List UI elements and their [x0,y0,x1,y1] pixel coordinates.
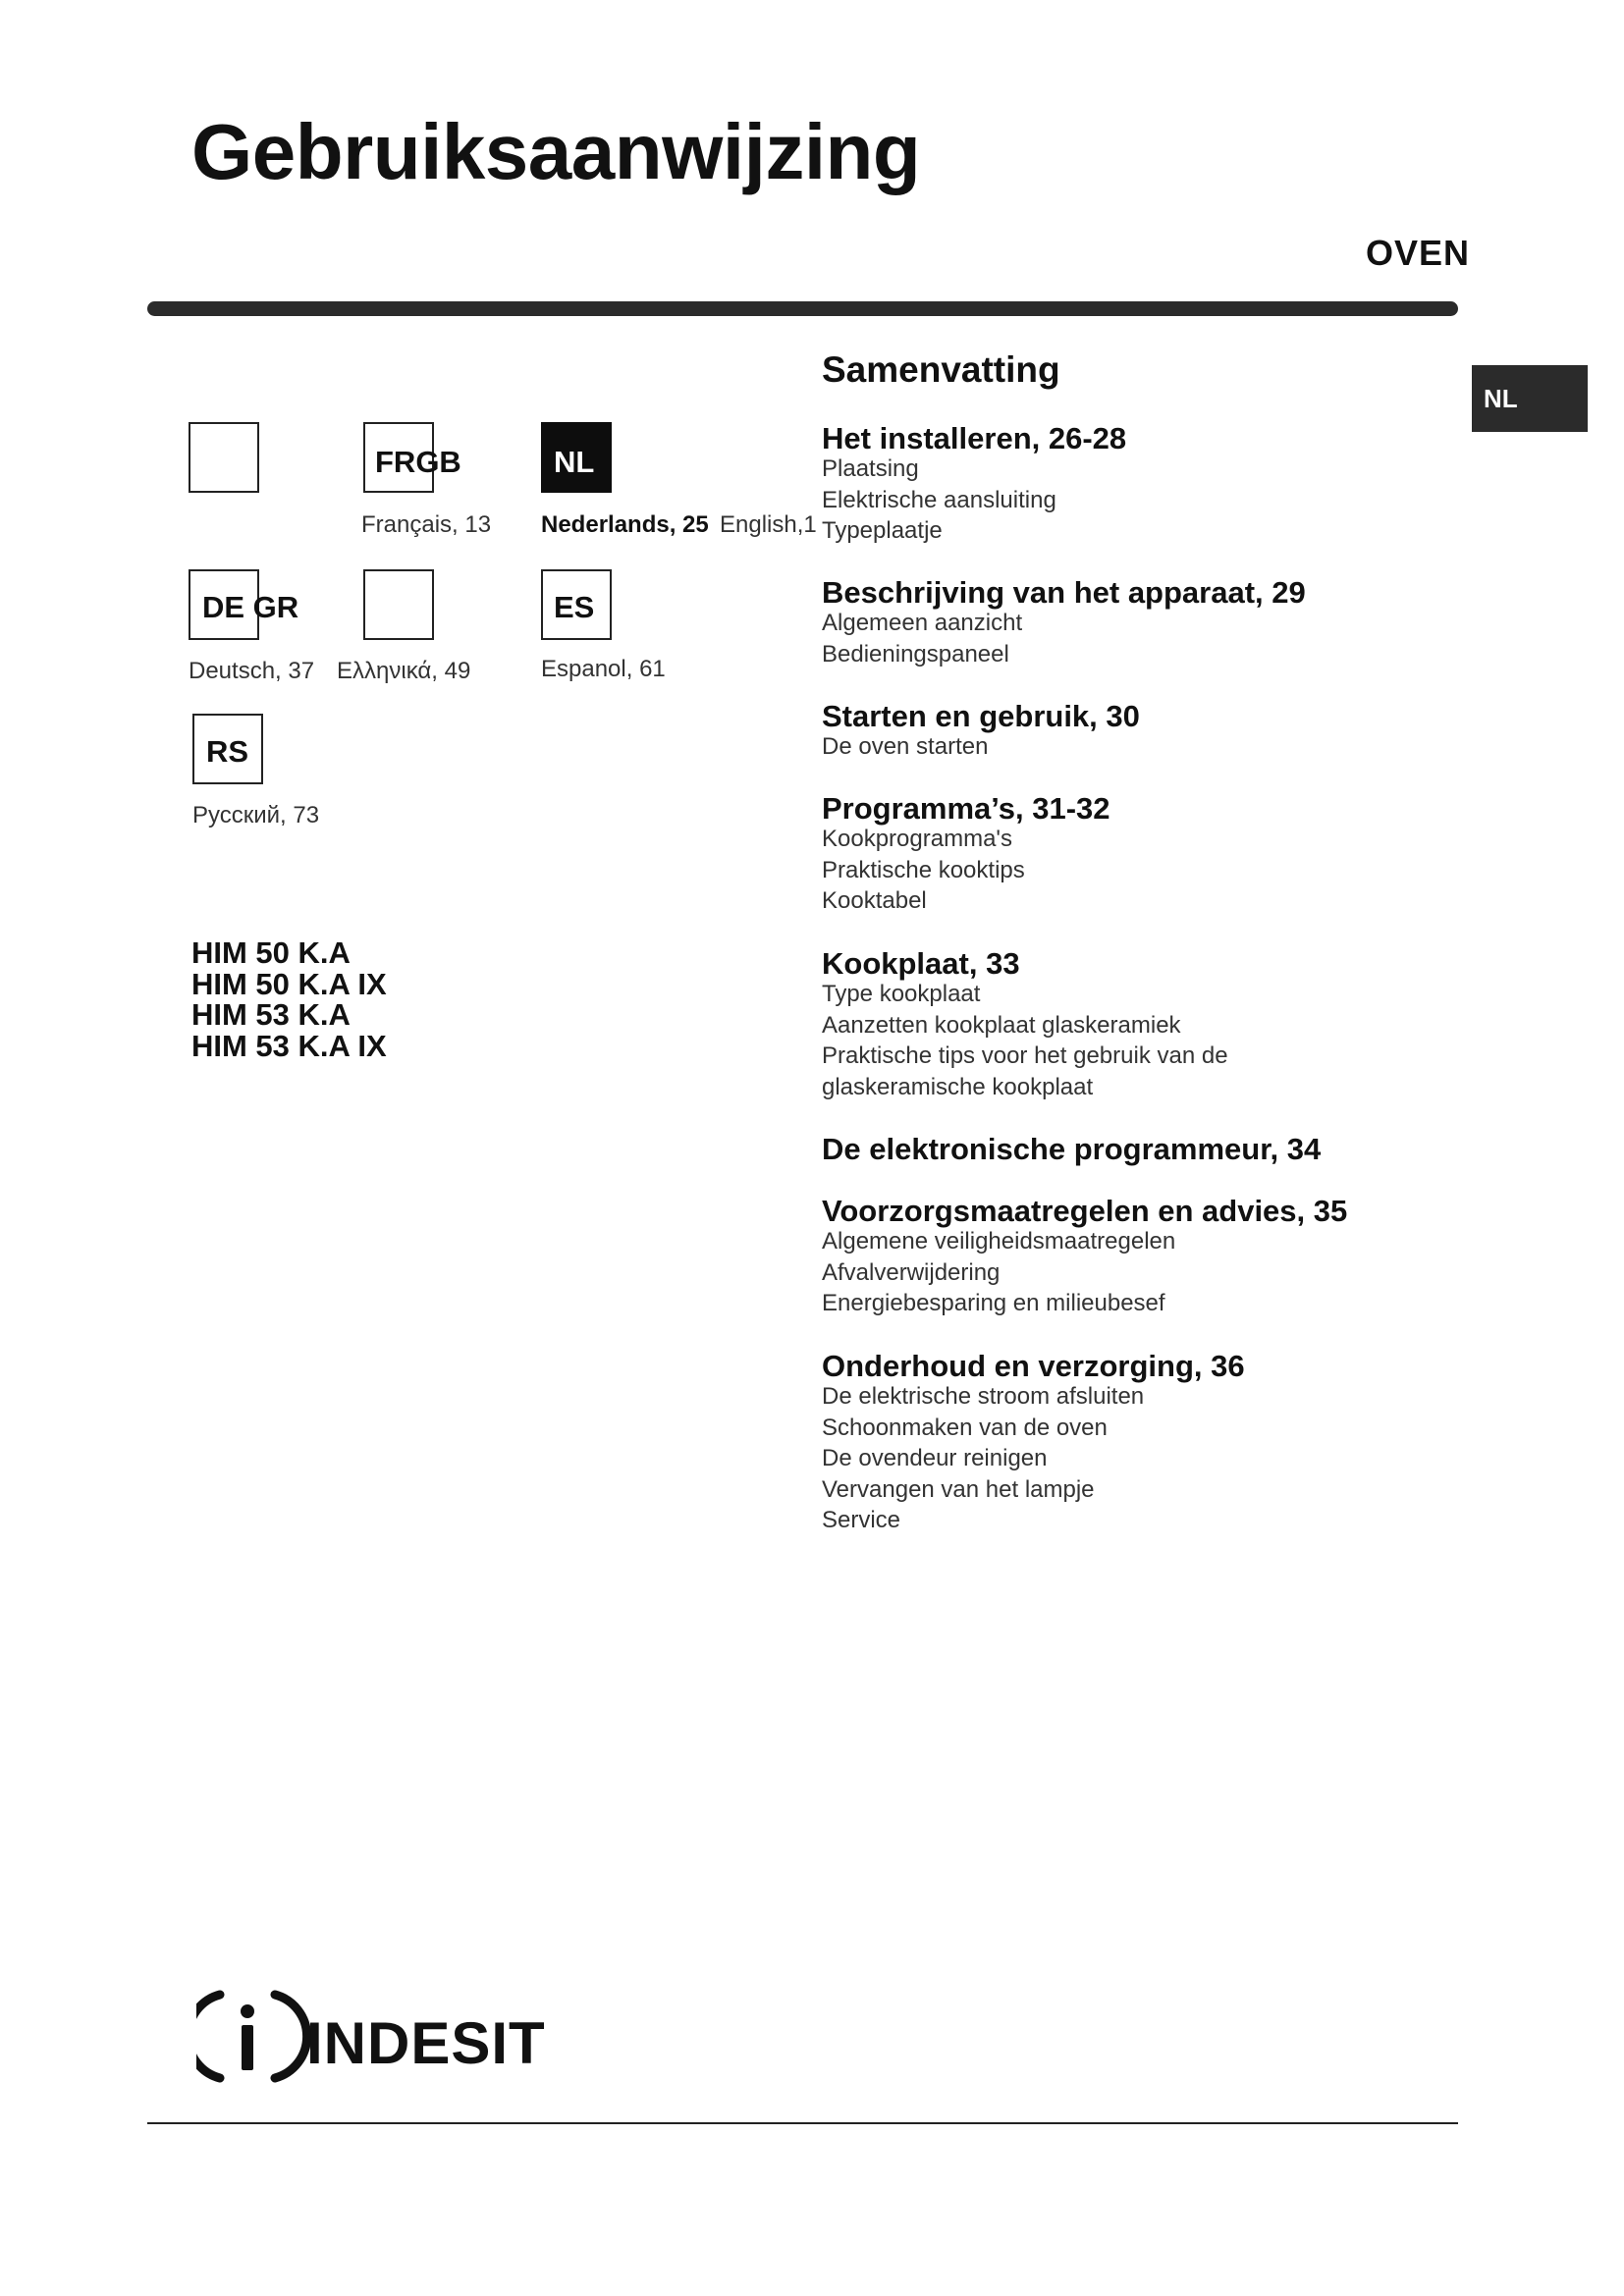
toc-item: Kooktabel [822,887,927,914]
toc-section-title: Onderhoud en verzorging, 36 [822,1349,1245,1383]
toc-section-title: Programma’s, 31-32 [822,791,1110,826]
toc-item: Kookprogramma's [822,826,1012,852]
product-label: OVEN [1365,233,1470,273]
toc-item: Afvalverwijdering [822,1258,1001,1286]
toc-section-title: Voorzorgsmaatregelen en advies, 35 [822,1194,1348,1228]
toc-item: Type kookplaat [822,981,981,1007]
toc-section [822,1196,1529,1319]
header-divider [147,301,1458,316]
toc-item: Elektrische aansluiting [822,486,1056,513]
toc-item: Service [822,1507,901,1533]
model-name: HIM 53 K.A IX [191,1028,387,1063]
toc-item: Algemene veiligheidsmaatregelen [822,1228,1176,1255]
toc-item: glaskeramische kookplaat [822,1073,1094,1100]
toc-section-title: De elektronische programmeur, 34 [822,1132,1322,1166]
toc-item: De oven starten [822,733,989,760]
svg-text:INDESIT: INDESIT [306,2010,546,2076]
page-title: Gebruiksaanwijzing [191,108,921,195]
toc-heading: Samenvatting [822,349,1060,390]
toc-item: Algemeen aanzicht [822,610,1023,636]
footer-divider [147,2122,1458,2124]
toc-item: Typeplaatje [822,517,943,544]
model-name: HIM 50 K.A [191,935,351,970]
toc-item: Plaatsing [822,455,919,482]
lang-box-english [189,422,259,493]
lang-box-gr [363,569,434,640]
indesit-logo [196,1985,569,2088]
lang-code-es: ES [554,590,595,624]
toc-section [822,948,1529,1102]
toc-section [822,577,1529,669]
toc-item: Aanzetten kookplaat glaskeramiek [822,1011,1181,1039]
lang-label-francais: Français, 13 [361,511,492,538]
model-list [191,937,387,1061]
model-name: HIM 53 K.A [191,997,351,1032]
toc-section-title: Kookplaat, 33 [822,946,1020,981]
lang-label-deutsch: Deutsch, 37 [189,658,315,684]
toc-item: De ovendeur reinigen [822,1445,1048,1471]
toc-item: Bedieningspaneel [822,640,1009,667]
lang-code-rs: RS [206,734,249,769]
toc-section-title: Het installeren, 26-28 [822,421,1127,455]
lang-code-degr: DE GR [202,590,299,624]
lang-label-espanol: Espanol, 61 [541,656,666,682]
toc-section [822,1134,1529,1164]
model-name: HIM 50 K.A IX [191,966,387,1001]
toc-section [822,701,1529,763]
toc-item: Energiebesparing en milieubesef [822,1290,1165,1316]
toc-section-title: Starten en gebruik, 30 [822,699,1140,733]
lang-label-ellinika: Ελληνικά, 49 [337,658,471,684]
toc-item: Praktische tips voor het gebruik van de [822,1042,1228,1069]
lang-label-russkiy: Русский, 73 [192,802,320,828]
lang-label-english: English,1 [720,511,817,538]
toc-item: Schoonmaken van de oven [822,1414,1108,1441]
toc-item: Vervangen van het lampje [822,1475,1095,1503]
toc-item: De elektrische stroom afsluiten [822,1383,1145,1410]
language-tab-nl: NL [1472,365,1588,432]
toc-section [822,423,1529,547]
info-circle-icon [196,1995,307,2078]
toc-section-title: Beschrijving van het apparaat, 29 [822,575,1306,610]
lang-label-nederlands: Nederlands, 25 [541,511,709,538]
toc-section [822,1351,1529,1536]
toc-section [822,793,1529,917]
lang-code-frgb: FRGB [375,445,461,479]
toc-item: Praktische kooktips [822,856,1025,883]
lang-code-nl: NL [554,445,595,479]
